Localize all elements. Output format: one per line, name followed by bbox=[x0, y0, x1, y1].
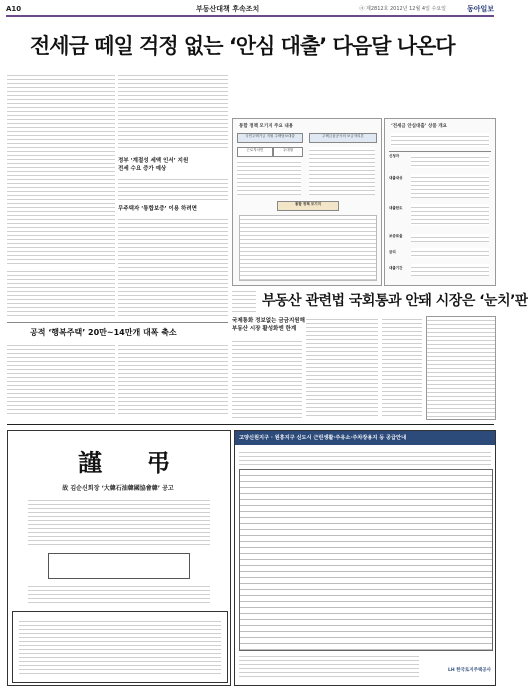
ad-intro bbox=[239, 449, 491, 465]
loan-summary-table bbox=[384, 118, 496, 286]
row-label-2: 대출한도 bbox=[389, 206, 403, 210]
node-bogeumjari: 주택금융공사의 보금자리론 bbox=[309, 133, 377, 143]
condolence-details-box bbox=[48, 553, 190, 579]
article-column-2 bbox=[118, 72, 228, 150]
row-value-5 bbox=[411, 264, 489, 276]
condolence-body bbox=[28, 497, 210, 547]
article-column-2c bbox=[118, 216, 228, 316]
page-number: A10 bbox=[6, 5, 22, 13]
housing-column-1 bbox=[7, 342, 115, 416]
row-label-0: 신청자 bbox=[389, 154, 400, 158]
land-supply-ad bbox=[234, 430, 496, 686]
sub-headline-2: 전세 수요 증가 예상 bbox=[118, 166, 167, 172]
section-divider bbox=[7, 322, 228, 323]
mortgage-diagram bbox=[232, 118, 382, 286]
ad-lot-table bbox=[239, 469, 493, 651]
row-label-4: 금리 bbox=[389, 250, 396, 254]
sub-headline-1: 정부 ‘계절성 세액 인서’ 지원 bbox=[118, 158, 189, 164]
row-label-5: 대출기간 bbox=[389, 266, 403, 270]
condolence-lower-box bbox=[12, 611, 228, 683]
table-body bbox=[389, 151, 491, 282]
ad-title: 고양신원지구 · 원흥지구 신도시 근린생활·주유소·주차장용지 등 공급안내 bbox=[239, 435, 407, 441]
bills-status-table bbox=[426, 316, 496, 420]
condolence-ad bbox=[7, 430, 231, 686]
sub-headline-3: 무주택자 ‘통합보증’ 이용 하려면 bbox=[118, 206, 197, 212]
condolence-lower-text bbox=[19, 618, 221, 676]
row-label-3: 보증료율 bbox=[389, 234, 403, 238]
node-preferred: 우대형 bbox=[273, 147, 303, 157]
section-title: 부동산대책 후속조치 bbox=[196, 5, 260, 13]
diagram-title: 통합 정책 모기지 주요 내용 bbox=[239, 124, 294, 129]
ad-divider bbox=[7, 424, 494, 425]
table-title: ‘전세금 안심대출’ 상품 개요 bbox=[391, 124, 447, 129]
node-details-left bbox=[237, 159, 301, 195]
housing-column-2 bbox=[118, 342, 228, 416]
row-value-4 bbox=[411, 248, 489, 258]
row-value-0 bbox=[411, 154, 489, 168]
main-headline: 전세금 떼일 걱정 없는 ‘안심 대출’ 다음달 나온다 bbox=[30, 34, 455, 58]
article-column-2b bbox=[118, 176, 228, 202]
second-column-3 bbox=[382, 316, 422, 418]
issue-date: ㉪ 제2812호 2012년 12월 4일 수요일 bbox=[359, 6, 446, 12]
node-integrated: 통합 정책 모기지 bbox=[277, 201, 339, 211]
newspaper-name: 동아일보 bbox=[466, 5, 494, 13]
row-value-3 bbox=[411, 234, 489, 242]
node-housing-fund: 국민주택기금 지원 주택담보대출 bbox=[237, 133, 303, 143]
row-label-1: 대출대상 bbox=[389, 176, 403, 180]
second-sub-1: 국제통화 정보없는 금금지원해 bbox=[232, 318, 305, 324]
lh-logo: LH 한국토지주택공사 bbox=[448, 668, 491, 673]
second-sub-2: 부동산 시장 활성화엔 한계 bbox=[232, 326, 297, 332]
article-column-3-top bbox=[232, 288, 256, 314]
condolence-subtitle: 故 김순신회장 ‘大韓石油韓國協會韓’ 공고 bbox=[62, 485, 174, 492]
page-header bbox=[6, 3, 494, 17]
second-column-2 bbox=[306, 316, 378, 418]
table-intro bbox=[391, 133, 489, 147]
article-column-1 bbox=[7, 72, 115, 264]
row-value-1 bbox=[411, 174, 489, 198]
node-workers: 근로자서민 bbox=[237, 147, 273, 157]
node-details-right bbox=[309, 147, 375, 195]
row-value-2 bbox=[411, 204, 489, 226]
integrated-details bbox=[239, 215, 377, 281]
condolence-title: 謹 弔 bbox=[78, 448, 189, 477]
ad-notes bbox=[239, 653, 419, 679]
article-column-1b bbox=[7, 268, 115, 318]
second-column-1 bbox=[232, 338, 302, 418]
second-headline: 부동산 관련법 국회통과 안돼 시장은 ‘눈치’판 bbox=[262, 293, 528, 309]
housing-headline: 공적 ‘행복주택’ 20만~14만개 대폭 축소 bbox=[30, 328, 177, 337]
condolence-footer bbox=[28, 583, 210, 603]
